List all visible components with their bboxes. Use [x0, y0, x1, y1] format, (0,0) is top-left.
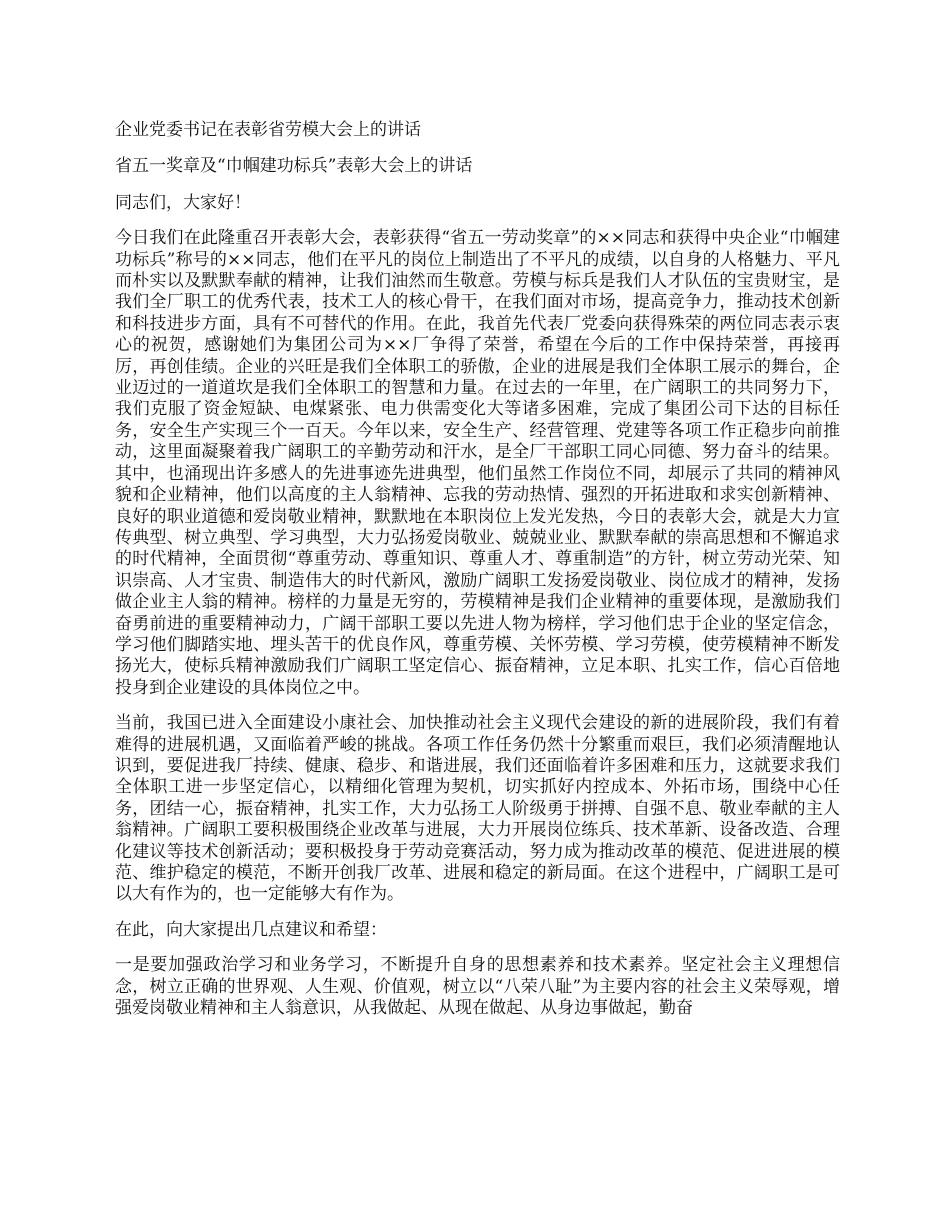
paragraph: 当前，我国已进入全面建设小康社会、加快推动社会主义现代会建设的新的进展阶段，我们有着难得的进展机遇，又面临着严峻的挑战。各项工作任务仍然十分繁重而艰巨，我们必须清醒地认识到，要促进我厂持续、健康、稳步、和谐进展，我们还面临着许多困难和压力，这就要求我们全体职工进一步坚定信心，以精细化管理为契机，切实抓好内控成本、外拓市场，围绕中心任务，团结一心，振奋精神，扎实工作，大力弘扬工人阶级勇于拼搏、自强不息、敬业奉献的主人翁精神。广阔职工要积极围绕企业改革与进展，大力开展岗位练兵、技术革新、设备改造、合理化建议等技术创新活动；要积极投身于劳动竞赛活动，努力成为推动改革的模范、促进进展的模范、维护稳定的模范，不断开创我厂改革、进展和稳定的新局面。在这个进程中，广阔职工是可以大有作为的，也一定能够大有作为。	[115, 713, 840, 905]
paragraph: 在此，向大家提出几点建议和希望：	[115, 919, 387, 940]
document-title: 企业党委书记在表彰省劳模大会上的讲话	[115, 120, 421, 140]
paragraph: 今日我们在此隆重召开表彰大会，表彰获得“省五一劳动奖章”的××同志和获得中央企业“巾帼建功标兵”称号的××同志，他们在平凡的岗位上制造出了不平凡的成绩，以自身的人格魅力、平凡而朴实以及默默奉献的精神，让我们油然而生敬意。劳模与标兵是我们人才队伍的宝贵财宝，是我们全厂职工的优秀代表，技术工人的核心骨干，在我们面对市场，提高竞争力，推动技术创新和科技进步方面，具有不可替代的作用。在此，我首先代表厂党委向获得殊荣的两位同志表示衷心的祝贺，感谢她们为集团公司为××厂争得了荣誉，希望在今后的工作中保持荣誉，再接再厉，再创佳绩。企业的兴旺是我们全体职工的骄傲，企业的进展是我们全体职工展示的舞台，企业迈过的一道道坎是我们全体职工的智慧和力量。在过去的一年里，在广阔职工的共同努力下，我们克服了资金短缺、电煤紧张、电力供需变化大等诸多困难，完成了集团公司下达的目标任务，安全生产实现三个一百天。今年以来，安全生产、经营管理、党建等各项工作正稳步向前推动，这里面凝聚着我广阔职工的辛勤劳动和汗水，是全厂干部职工同心同德、努力奋斗的结果。其中，也涌现出许多感人的先进事迹先进典型，他们虽然工作岗位不同，却展示了共同的精神风貌和企业精神，他们以高度的主人翁精神、忘我的劳动热情、强烈的开拓进取和求实创新精神、良好的职业道德和爱岗敬业精神，默默地在本职岗位上发光发热，今日的表彰大会，就是大力宣传典型、树立典型、学习典型，大力弘扬爱岗敬业、兢兢业业、默默奉献的崇高思想和不懈追求的时代精神，全面贯彻“尊重劳动、尊重知识、尊重人才、尊重制造”的方针，树立劳动光荣、知识崇高、人才宝贵、制造伟大的时代新风，激励广阔职工发扬爱岗敬业、岗位成才的精神，发扬做企业主人翁的精神。榜样的力量是无穷的，劳模精神是我们企业精神的重要体现，是激励我们奋勇前进的重要精神动力，广阔干部职工要以先进人物为榜样，学习他们忠于企业的坚定信念，学习他们脚踏实地、埋头苦干的优良作风，尊重劳模、关怀劳模、学习劳模，使劳模精神不断发扬光大，使标兵精神激励我们广阔职工坚定信心、振奋精神，立足本职、扎实工作，信心百倍地投身到企业建设的具体岗位之中。	[115, 228, 840, 698]
greeting: 同志们，大家好！	[115, 192, 251, 213]
document-page	[115, 120, 840, 1033]
paragraph: 一是要加强政治学习和业务学习，不断提升自身的思想素养和技术素养。坚定社会主义理想信念，树立正确的世界观、人生观、价值观，树立以“八荣八耻”为主要内容的社会主义荣辱观，增强爱岗敬业精神和主人翁意识，从我做起、从现在做起、从身边事做起，勤奋	[115, 955, 840, 1019]
document-subtitle: 省五一奖章及“巾帼建功标兵”表彰大会上的讲话	[115, 156, 473, 177]
